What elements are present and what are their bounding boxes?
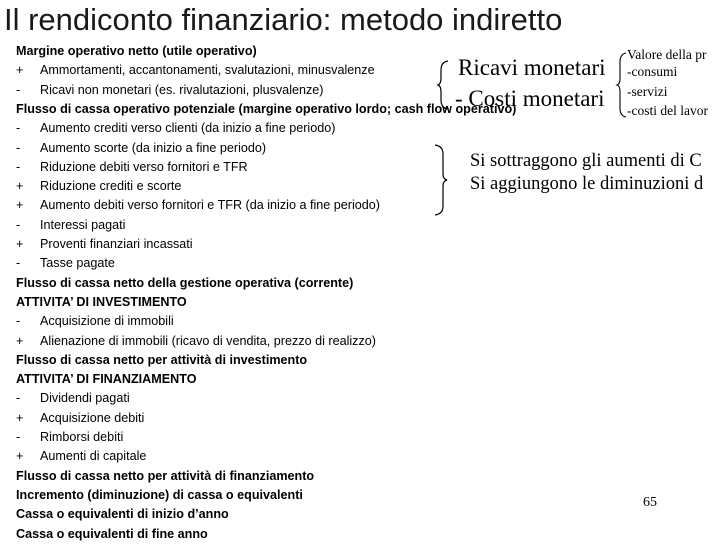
row-text: Cassa o equivalenti di inizio d’anno [16, 507, 229, 522]
row-text: Rimborsi debiti [40, 430, 124, 444]
line-item-row [16, 139, 266, 158]
row-text: Flusso di cassa operativo potenziale (margine operativo lordo; cash flow operativo) [16, 101, 517, 116]
row-text: Flusso di cassa netto per attività di finanziamento [16, 468, 315, 483]
line-item-row [16, 312, 174, 331]
aumenti-note: Si sottraggono gli aumenti di C [470, 151, 702, 171]
row-text: Incremento (diminuzione) di cassa o equivalenti [16, 487, 303, 502]
line-item-row [16, 196, 380, 215]
row-text: Interessi pagati [40, 217, 126, 232]
line-item-row [16, 177, 181, 196]
row-text: Flusso di cassa netto della gestione operativa (corrente) [16, 275, 354, 290]
line-item-row [16, 447, 146, 466]
row-text: Tasse pagate [40, 256, 115, 271]
subtotal-row [16, 274, 353, 293]
sign: - [16, 159, 21, 174]
sign: - [16, 217, 21, 232]
row-text: Flusso di cassa netto per attività di investimento [16, 352, 308, 367]
sign: + [16, 237, 24, 251]
line-item-row [16, 254, 115, 273]
sign: - [16, 140, 21, 155]
subtotal-row [16, 486, 303, 505]
row-text: Margine operativo netto (utile operativo) [16, 44, 257, 58]
subtotal-row [16, 505, 229, 524]
row-text: Proventi finanziari incassati [40, 237, 193, 251]
line-item-row [16, 158, 248, 177]
sign: - [16, 391, 21, 406]
consumi-label: -consumi [627, 64, 678, 79]
row-text: Cassa o equivalenti di fine anno [16, 526, 208, 541]
ricavi-monetari-label: Ricavi monetari [458, 55, 606, 80]
row-text: Acquisizione debiti [40, 410, 145, 425]
line-item-row [16, 216, 125, 235]
row-text: Ricavi non monetari (es. rivalutazioni, plusvalenze) [40, 82, 324, 97]
costi-lavoro-label: -costi del lavor [627, 103, 708, 118]
left-brace-icon [438, 60, 450, 110]
subtotal-row [16, 467, 314, 486]
subtotal-row [16, 525, 208, 544]
sign: + [16, 63, 24, 78]
right-brace-icon [434, 144, 448, 216]
row-text: Dividendi pagati [40, 391, 130, 406]
row-text: Acquisizione di immobili [40, 314, 174, 329]
sign: - [16, 314, 21, 329]
subtotal-row [16, 42, 257, 61]
row-text: Aumento crediti verso clienti (da inizio a fine periodo) [40, 121, 336, 136]
row-text: Ammortamenti, accantonamenti, svalutazioni, minusvalenze [40, 63, 375, 78]
sign: + [16, 333, 24, 348]
page-number: 65 [643, 495, 657, 510]
sign: + [16, 410, 24, 425]
row-text: ATTIVITA’ DI INVESTIMENTO [16, 294, 187, 309]
costi-monetari-label: - Costi monetari [455, 86, 605, 111]
line-item-row [16, 428, 123, 447]
left-brace-icon [617, 52, 627, 118]
line-item-row [16, 61, 375, 80]
row-text: Aumenti di capitale [40, 449, 147, 464]
sign: + [16, 179, 24, 194]
row-text: Riduzione crediti e scorte [40, 179, 182, 194]
row-text: ATTIVITA’ DI FINANZIAMENTO [16, 372, 197, 387]
line-item-row [16, 332, 376, 351]
valore-produzione-label: Valore della pr [627, 47, 707, 62]
line-item-row [16, 389, 130, 408]
servizi-label: -servizi [627, 84, 668, 99]
row-text: Alienazione di immobili (ricavo di vendita, prezzo di realizzo) [40, 333, 376, 348]
slide-title: Il rendiconto finanziario: metodo indiretto [4, 2, 563, 37]
row-text: Aumento debiti verso fornitori e TFR (da inizio a fine periodo) [40, 198, 380, 213]
subtotal-row [16, 351, 307, 370]
sign: - [16, 121, 21, 136]
line-item-row [16, 409, 144, 428]
sign: + [16, 198, 24, 213]
sign: - [16, 82, 21, 97]
sign: - [16, 430, 21, 444]
diminuzioni-note: Si aggiungono le diminuzioni d [470, 174, 704, 194]
line-item-row [16, 235, 193, 254]
sign: + [16, 449, 24, 464]
subtotal-row [16, 293, 187, 312]
line-item-row [16, 81, 324, 100]
line-item-row [16, 119, 335, 138]
sign: - [16, 256, 21, 271]
subtotal-row [16, 370, 197, 389]
row-text: Riduzione debiti verso fornitori e TFR [40, 159, 248, 174]
row-text: Aumento scorte (da inizio a fine periodo) [40, 140, 267, 155]
